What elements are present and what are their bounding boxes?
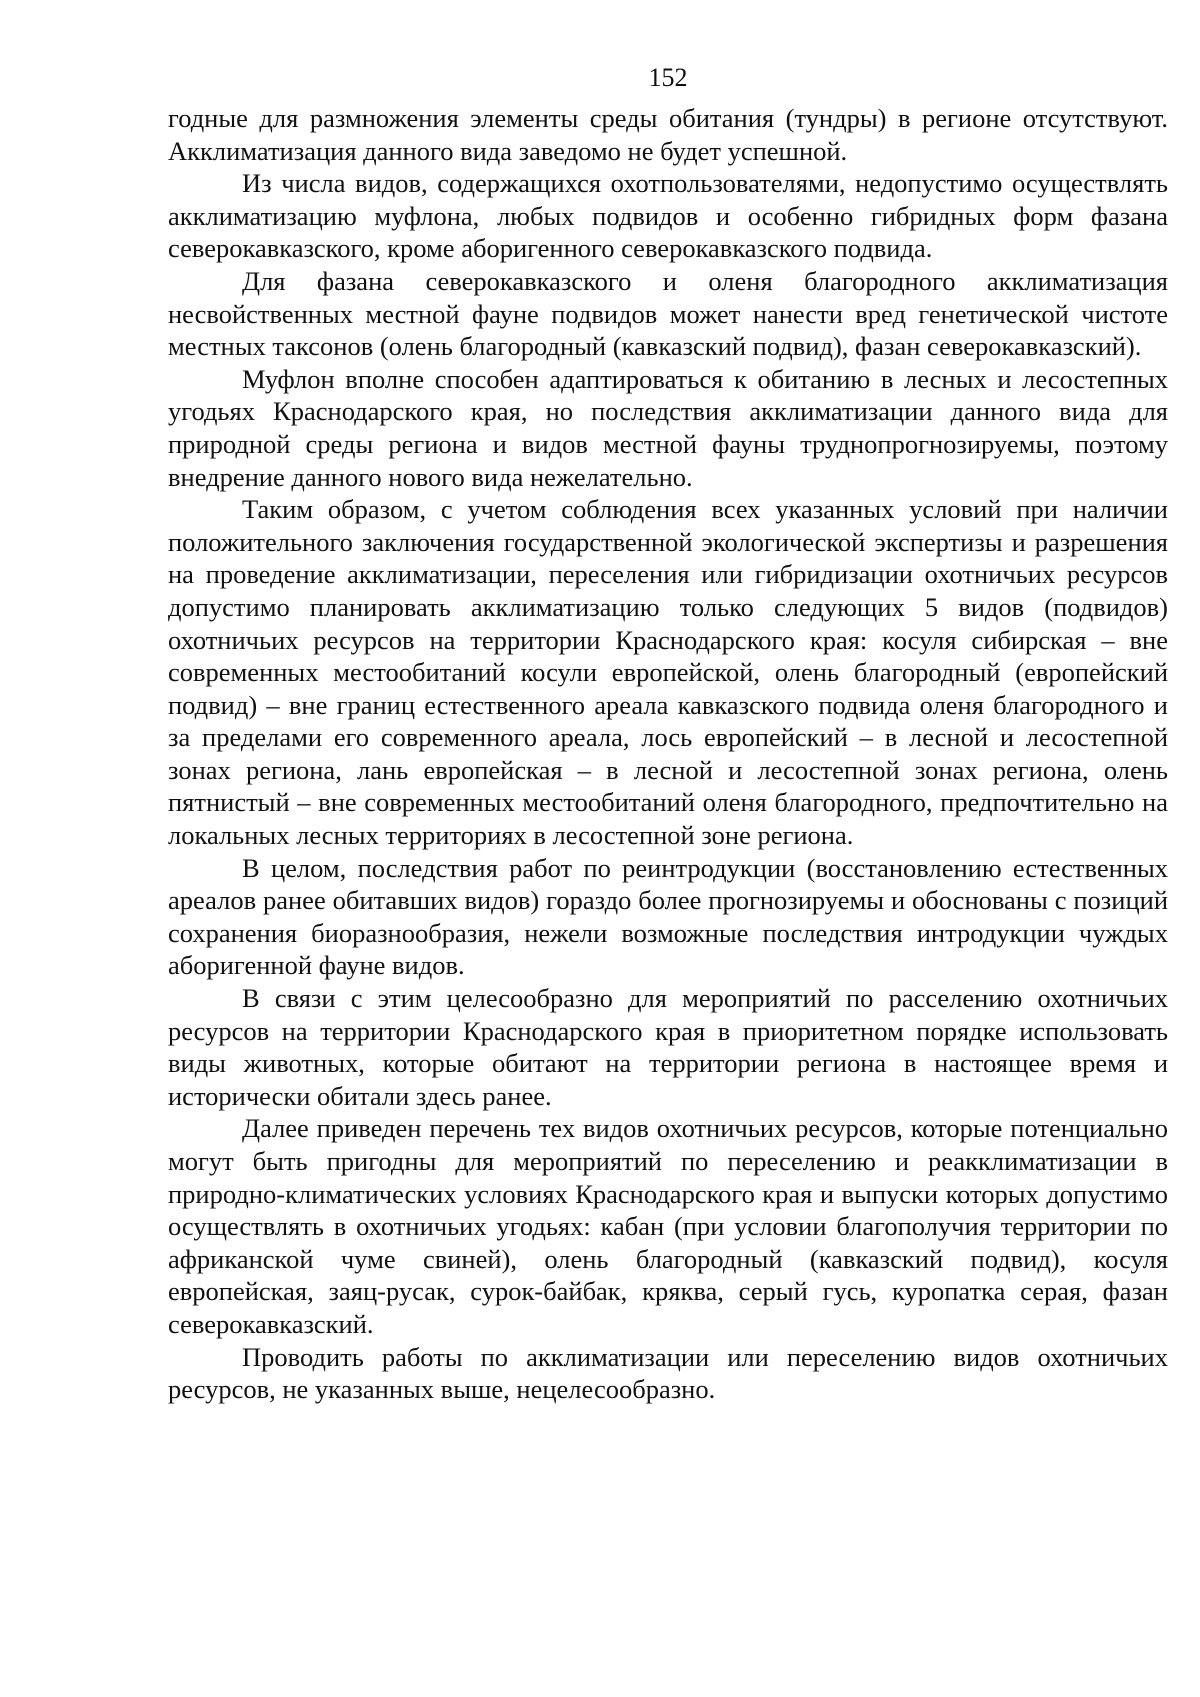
paragraph-priority-species: В связи с этим целесообразно для мероприятий по расселению охотничьих ресурсов на территории Краснодарского края в приоритетном порядке использовать виды животных, которые обитают на территории региона в настоящее время и исторически обитали здесь ранее. xyxy=(168,983,1168,1111)
paragraph-conclusion: Проводить работы по акклиматизации или переселению видов охотничьих ресурсов, не указанных выше, нецелесообразно. xyxy=(168,1341,1168,1405)
paragraph-continuation: годные для размножения элементы среды обитания (тундры) в регионе отсутствуют. Акклиматизация данного вида заведомо не будет успешной. xyxy=(168,103,1168,166)
paragraph-mouflon-adaptation: Муфлон вполне способен адаптироваться к обитанию в лесных и лесостепных угодьях Краснодарского края, но последствия акклиматизации данного вида для природной среды региона и видов местной фауны труднопрогнозируемы, поэтому внедрение данного нового вида нежелательно. xyxy=(168,363,1168,492)
paragraph-genetic-purity: Для фазана северокавказского и оленя благородного акклиматизация несвойственных местной фауне подвидов может нанести вред генетической чистоте местных таксонов (олень благородный (кавказский подвид), фазан северокавказский). xyxy=(168,265,1168,362)
paragraph-allowed-species: Таким образом, с учетом соблюдения всех указанных условий при наличии положительного заключения государственной экологической экспертизы и разрешения на проведение акклиматизации, переселения или гибридизации охотничьих ресурсов допустимо планировать акклиматизацию только следующих 5 видов (подвидов) охотничьих ресурсов на территории Краснодарского края: косуля сибирская – вне современных местообитаний косули европейской, олень благородный (европейский подвид) – вне границ естественного ареала кавказского подвида оленя благородного и за пределами его современного ареала, лось европейский – в лесной и лесостепной зонах региона, лань европейская – в лесной и лесостепной зонах региона, олень пятнистый – вне современных местообитаний оленя благородного, предпочтительно на локальных лесных территориях в лесостепной зоне региона. xyxy=(168,494,1168,851)
page-number: 152 xyxy=(648,63,688,92)
document-page xyxy=(168,58,1168,1406)
paragraph-species-list: Далее приведен перечень тех видов охотничьих ресурсов, которые потенциально могут быть пригодны для мероприятий по переселению и реакклиматизации в природно-климатических условиях Краснодарского края и выпуски которых допустимо осуществлять в охотничьих угодьях: кабан (при условии благополучия территории по африканской чуме свиней), олень благородный (кавказский подвид), косуля европейская, заяц-русак, сурок-байбак, кряква, серый гусь, куропатка серая, фазан северокавказский. xyxy=(168,1113,1168,1339)
paragraph-reintroduction: В целом, последствия работ по реинтродукции (восстановлению естественных ареалов ранее обитавших видов) гораздо более прогнозируемы и обоснованы с позиций сохранения биоразнообразия, нежели возможные последствия интродукции чуждых аборигенной фауне видов. xyxy=(168,852,1168,981)
paragraph-mouflon-pheasant-restriction: Из числа видов, содержащихся охотпользователями, недопустимо осуществлять акклиматизацию муфлона, любых подвидов и особенно гибридных форм фазана северокавказского, кроме аборигенного северокавказского подвида. xyxy=(168,168,1168,264)
